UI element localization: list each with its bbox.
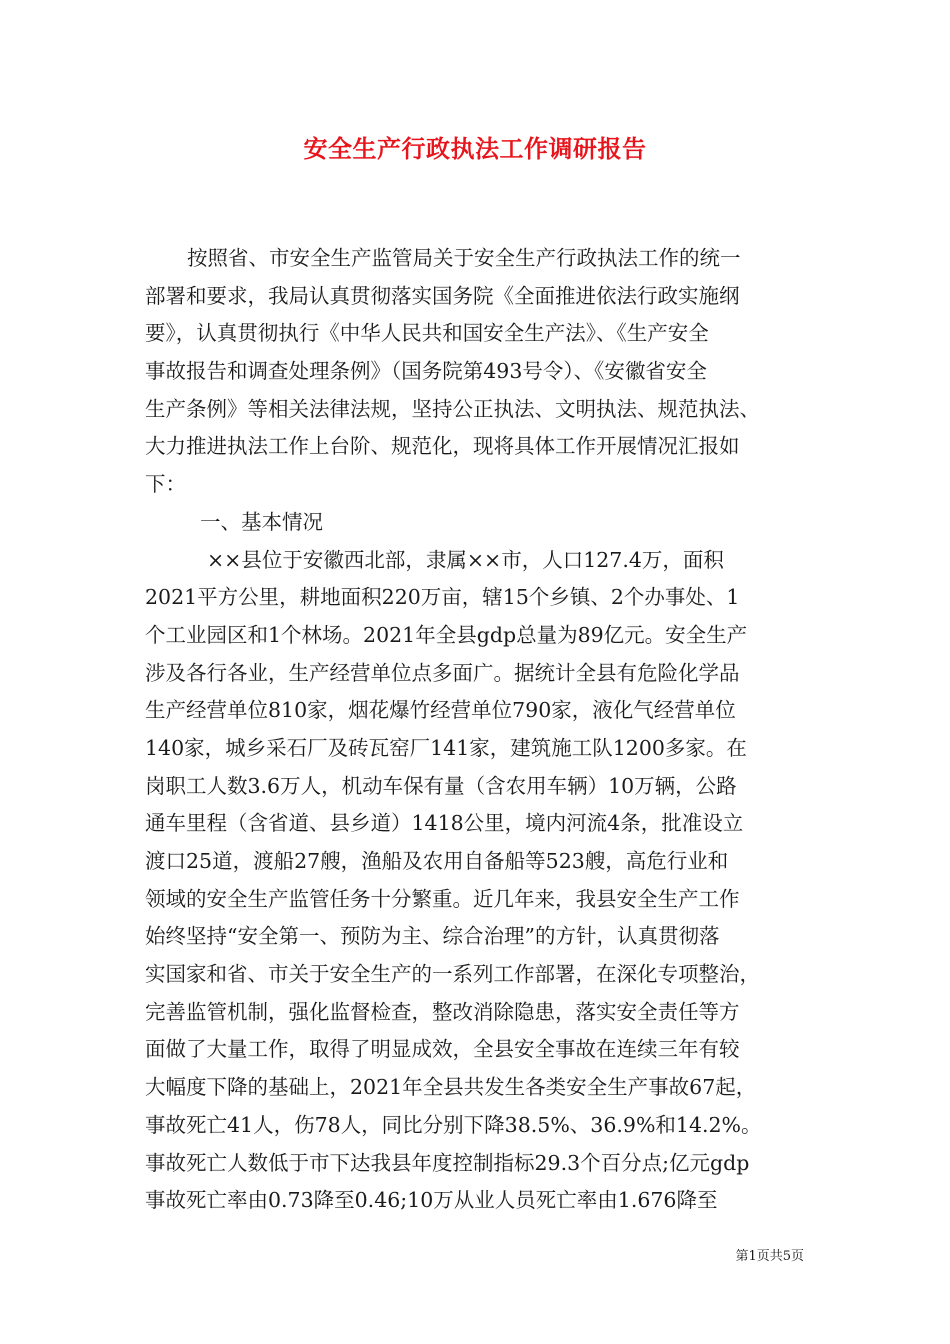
paragraph-line: 始终坚持“安全第一、预防为主、综合治理”的方针，认真贯彻落 — [145, 924, 720, 949]
paragraph-line: 生产条例》等相关法律法规，坚持公正执法、文明执法、规范执法、 — [145, 396, 760, 421]
paragraph-line: 实国家和省、市关于安全生产的一系列工作部署，在深化专项整治， — [145, 962, 760, 987]
paragraph-line: 通车里程（含省道、县乡道）1418公里，境内河流4条，批准设立 — [145, 811, 744, 836]
page-number: 第1页共5页 — [735, 1249, 804, 1264]
paragraph-line: 要》，认真贯彻执行《中华人民共和国安全生产法》、《生产安全 — [145, 321, 709, 346]
section-heading: 一、基本情况 — [200, 509, 323, 534]
paragraph-line: ××县位于安徽西北部，隶属××市，人口127.4万，面积 — [207, 547, 724, 572]
paragraph-line: 140家，城乡采石厂及砖瓦窑厂141家，建筑施工队1200多家。在 — [145, 735, 747, 760]
paragraph-line: 部署和要求，我局认真贯彻落实国务院《全面推进依法行政实施纲 — [145, 283, 740, 308]
paragraph-line: 涉及各行各业，生产经营单位点多面广。据统计全县有危险化学品 — [145, 660, 740, 685]
paragraph-line: 个工业园区和1个林场。2021年全县gdp总量为89亿元。安全生产 — [145, 622, 748, 647]
paragraph-line: 下： — [145, 472, 186, 497]
paragraph-line: 面做了大量工作，取得了明显成效，全县安全事故在连续三年有较 — [145, 1037, 740, 1062]
document-body — [145, 240, 815, 1220]
paragraph-line: 2021平方公里，耕地面积220万亩，辖15个乡镇、2个办事处、1 — [145, 585, 740, 610]
paragraph-line: 事故报告和调查处理条例》（国务院第493号令）、《安徽省安全 — [145, 359, 707, 384]
paragraph-line: 按照省、市安全生产监管局关于安全生产行政执法工作的统一 — [187, 246, 741, 270]
paragraph-line: 事故死亡人数低于市下达我县年度控制指标29.3个百分点;亿元gdp — [145, 1150, 750, 1175]
paragraph-line: 领域的安全生产监管任务十分繁重。近几年来，我县安全生产工作 — [145, 886, 740, 911]
paragraph-line: 事故死亡41人，伤78人，同比分别下降38.5%、36.9%和14.2%。 — [145, 1112, 762, 1137]
paragraph-line: 渡口25道，渡船27艘，渔船及农用自备船等523艘，高危行业和 — [145, 849, 729, 873]
page-title: 安全生产行政执法工作调研报告 — [303, 134, 647, 163]
paragraph-line: 大力推进执法工作上台阶、规范化，现将具体工作开展情况汇报如 — [145, 434, 740, 459]
paragraph-line: 完善监管机制，强化监督检查，整改消除隐患，落实安全责任等方 — [145, 999, 740, 1024]
paragraph-line: 岗职工人数3.6万人，机动车保有量（含农用车辆）10万辆，公路 — [145, 773, 737, 798]
paragraph-line: 生产经营单位810家，烟花爆竹经营单位790家，液化气经营单位 — [145, 698, 736, 723]
paragraph-line: 大幅度下降的基础上，2021年全县共发生各类安全生产事故67起， — [145, 1075, 757, 1100]
paragraph-line: 事故死亡率由0.73降至0.46;10万从业人员死亡率由1.676降至 — [145, 1188, 718, 1213]
